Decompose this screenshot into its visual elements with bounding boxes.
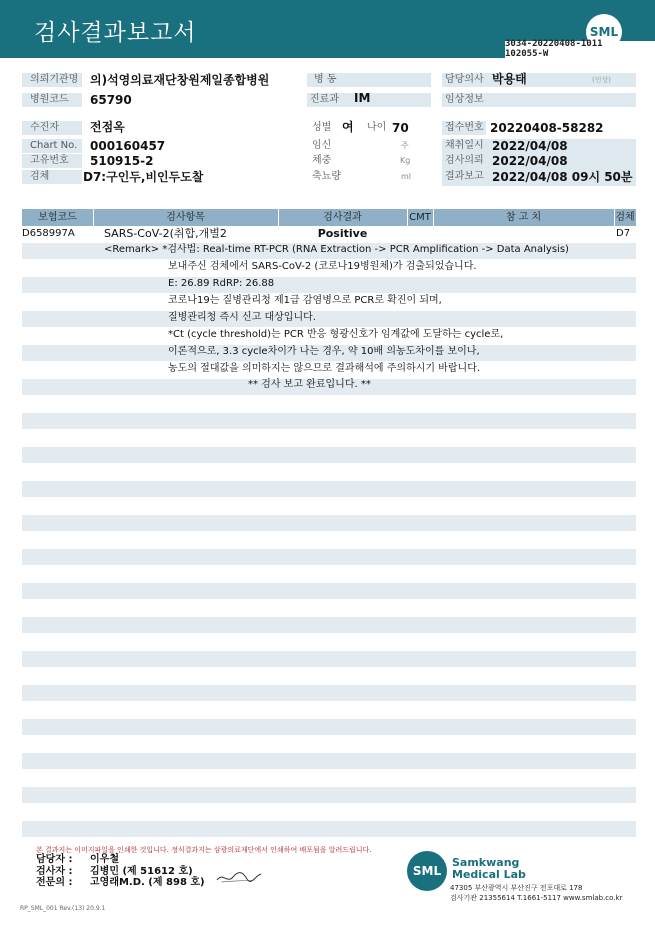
chart-value: 000160457 [90,139,166,153]
printout-notice: 본 결과지는 이미지파일을 인쇄한 것입니다. 정식결과지는 삼광의료재단에서 인쇄하여 배포됨을 알려드립니다. [36,846,372,854]
institution-label: 의뢰기관명 [30,74,79,85]
result-test-item: SARS-CoV-2(취합,개별2 [104,227,227,240]
doctor-label: 담당의사 [445,74,484,85]
report-title: 검사결과보고서 [34,20,197,46]
table-row-stripe [22,617,636,633]
reported-value: 2022/04/08 09시 50분 [492,170,633,184]
hospital-code-value: 65790 [90,93,132,107]
report-id-line2: 102055-W [505,49,549,59]
receipt-label: 접수번호 [445,122,484,133]
table-row-stripe [22,447,636,463]
header-specimen: 검체 [615,212,635,223]
table-row-stripe [22,481,636,497]
remark-line: 농도의 절대값을 의미하지는 않으므로 결과해석에 주의하시기 바랍니다. [168,363,481,374]
table-row-stripe [22,719,636,735]
sml-logo-badge: SML [586,14,622,50]
unique-value: 510915-2 [90,154,154,168]
header-test-item: 검사항목 [166,212,205,223]
remark-line: *Ct (cycle threshold)는 PCR 반응 형광신호가 임계값에 도달하는 cycle로, [168,329,504,340]
specialist-name: 고영래M.D. (제 898 호) [90,877,205,888]
company-name-line2: Medical Lab [452,868,526,881]
report-complete-note: ** 검사 보고 완료입니다. ** [248,379,371,390]
age-value: 70 [392,121,409,135]
header-test-result: 검사결과 [323,212,362,223]
company-address-block [450,883,622,903]
specimen-label: 검체 [30,171,50,182]
table-row-stripe [22,311,636,327]
sex-value: 여 [342,120,354,134]
header-insurance-code: 보험코드 [38,212,77,223]
reported-label: 결과보고 [445,171,484,182]
pregnancy-label: 임신 [312,140,332,151]
report-id [505,39,603,59]
weight-unit: Kg [400,156,411,165]
remark-line: 질병관리청 즉시 신고 대상입니다. [168,312,316,323]
age-label: 나이 [367,122,387,133]
result-specimen: D7 [616,228,631,239]
result-value: Positive [317,227,368,240]
institution-value: 의)석영의료재단창원제일종합병원 [90,73,270,87]
table-row-stripe [22,549,636,565]
remark-line: <Remark> *검사법: Real-time RT-PCR (RNA Extraction -> PCR Amplification -> Data Analysis) [104,244,569,255]
requested-value: 2022/04/08 [492,154,568,168]
table-row-stripe [22,277,636,293]
company-contact: 검사기관 21355614 T.1661-5117 www.smlab.co.kr [450,894,623,902]
ward-label: 병 동 [314,74,337,85]
table-row-stripe [22,821,636,837]
sex-label: 성별 [312,122,332,133]
chart-label: Chart No. [30,140,78,151]
table-row-stripe [22,651,636,667]
company-address: 47305 부산광역시 부산진구 전포대로 178 [450,884,583,892]
result-insurance-code: D658997A [22,228,75,239]
header-reference: 참 고 치 [505,212,542,223]
examiner-label: 검사자 : [36,866,73,877]
remark-line: 보내주신 검체에서 SARS-CoV-2 (코로나19병원체)가 검출되었습니다. [168,261,477,272]
sml-logo: SML [407,851,447,891]
patient-label: 수진자 [30,122,59,133]
hospital-code-label: 병원코드 [30,94,69,105]
specialist-label: 전문의 : [36,877,73,888]
requested-label: 검사의뢰 [445,155,484,166]
remark-line: 이론적으로, 3.3 cycle차이가 나는 경우, 약 10배 의농도차이를 보이나, [168,346,480,357]
doctor-value: 박용태 [492,72,527,86]
clinical-label: 임상정보 [445,94,484,105]
pregnancy-unit: 주 [401,141,409,150]
company-name-line1: Samkwang [452,856,520,869]
weight-label: 체중 [312,155,332,166]
urine-unit: ml [401,172,412,181]
table-row-stripe [22,685,636,701]
unique-label: 고유번호 [30,155,69,166]
table-row-stripe [22,515,636,531]
urine-label: 축뇨량 [312,171,341,182]
table-row-stripe [22,583,636,599]
dept-label: 진료과 [310,94,339,105]
collected-label: 채취일시 [445,140,484,151]
dept-value: IM [354,91,371,105]
doctor-seal-note: (인상) [592,76,611,84]
patient-value: 전점옥 [90,120,125,134]
remark-line: E: 26.89 RdRP: 26.88 [168,278,275,289]
header-cmt: CMT [409,212,431,223]
receipt-value: 20220408-58282 [490,121,604,135]
table-row-stripe [22,787,636,803]
table-row-stripe [22,753,636,769]
company-name [452,857,526,881]
table-row-stripe [22,413,636,429]
report-id-line1: 3034-20220408-1011 [505,39,603,49]
specimen-value: D7:구인두,비인두도찰 [83,170,204,184]
collected-value: 2022/04/08 [492,139,568,153]
remark-line: 코로나19는 질병관리청 제1급 감염병으로 PCR로 확진이 되며, [168,295,442,306]
examiner-name: 김병민 (제 51612 호) [90,866,193,877]
reporter-label: 담당자 : [36,854,73,865]
reporter-name: 이우철 [90,854,119,865]
form-code: RP_SML_001 Rev.(13) 20.9.1 [20,905,106,912]
specialist-signature [215,868,263,886]
